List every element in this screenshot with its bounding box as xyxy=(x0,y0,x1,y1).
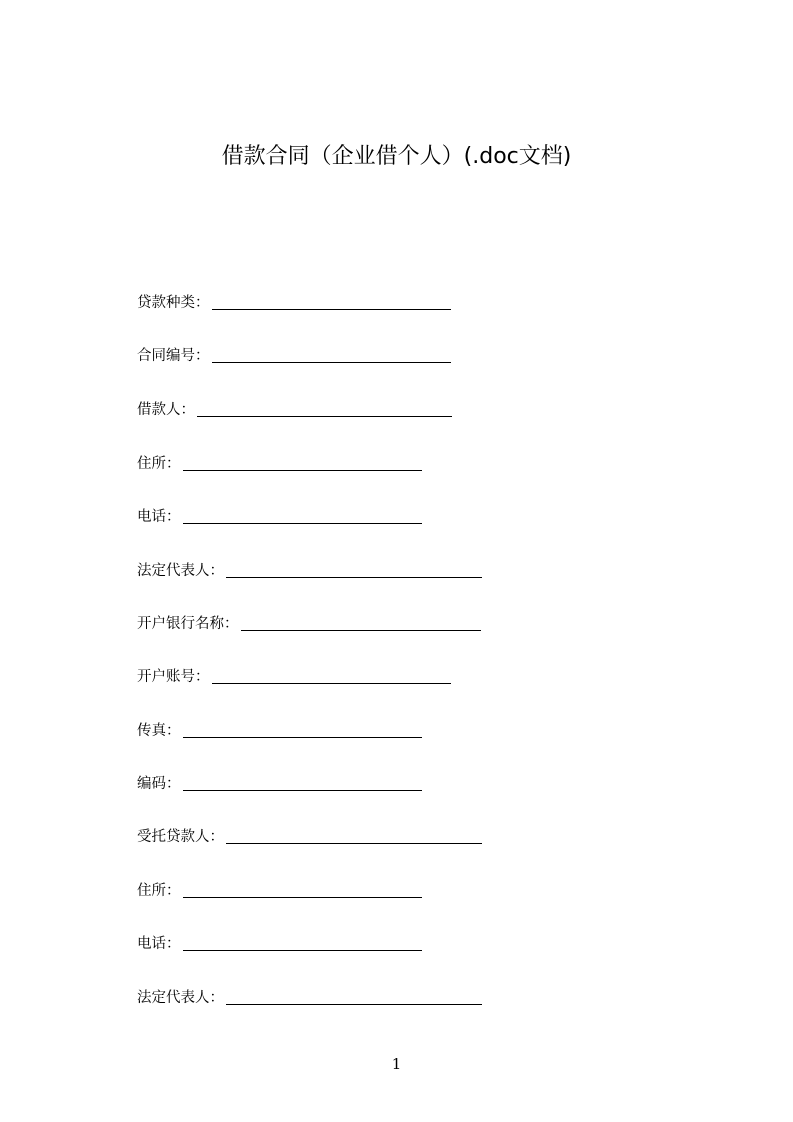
blank-line[interactable] xyxy=(183,721,422,738)
blank-line[interactable] xyxy=(212,667,451,684)
blank-line[interactable] xyxy=(226,988,482,1005)
blank-line[interactable] xyxy=(183,774,422,791)
field-label: 住所： xyxy=(137,883,181,899)
blank-line[interactable] xyxy=(183,934,422,951)
field-label: 编码： xyxy=(137,776,181,792)
blank-line[interactable] xyxy=(183,507,422,524)
field-account-number xyxy=(137,663,451,687)
field-legal-representative xyxy=(137,984,482,1008)
field-address xyxy=(137,450,422,474)
field-entrusted-lender xyxy=(137,823,482,847)
blank-line[interactable] xyxy=(212,293,451,310)
field-bank-name xyxy=(137,610,481,634)
blank-line[interactable] xyxy=(226,561,482,578)
field-label: 开户账号： xyxy=(137,669,210,685)
field-legal-representative xyxy=(137,557,482,581)
field-label: 借款人： xyxy=(137,402,195,418)
blank-line[interactable] xyxy=(183,881,422,898)
field-postcode xyxy=(137,770,422,794)
field-label: 电话： xyxy=(137,936,181,952)
field-contract-number xyxy=(137,342,451,366)
blank-line[interactable] xyxy=(226,827,482,844)
field-fax xyxy=(137,717,422,741)
blank-line[interactable] xyxy=(241,614,481,631)
blank-line[interactable] xyxy=(212,346,451,363)
field-loan-type xyxy=(137,289,451,313)
field-label: 法定代表人： xyxy=(137,990,224,1006)
page-number: 1 xyxy=(391,1055,402,1073)
field-label: 传真： xyxy=(137,723,181,739)
field-label: 受托贷款人： xyxy=(137,829,224,845)
field-label: 法定代表人： xyxy=(137,563,224,579)
field-label: 开户银行名称： xyxy=(137,616,239,632)
blank-line[interactable] xyxy=(197,400,452,417)
field-label: 电话： xyxy=(137,509,181,525)
field-label: 贷款种类： xyxy=(137,295,210,311)
field-borrower xyxy=(137,396,452,420)
blank-line[interactable] xyxy=(183,454,422,471)
field-phone xyxy=(137,503,422,527)
field-label: 合同编号： xyxy=(137,348,210,364)
document-title: 借款合同（企业借个人）(.doc文档) xyxy=(221,144,572,169)
field-address xyxy=(137,877,422,901)
field-phone xyxy=(137,930,422,954)
field-label: 住所： xyxy=(137,456,181,472)
